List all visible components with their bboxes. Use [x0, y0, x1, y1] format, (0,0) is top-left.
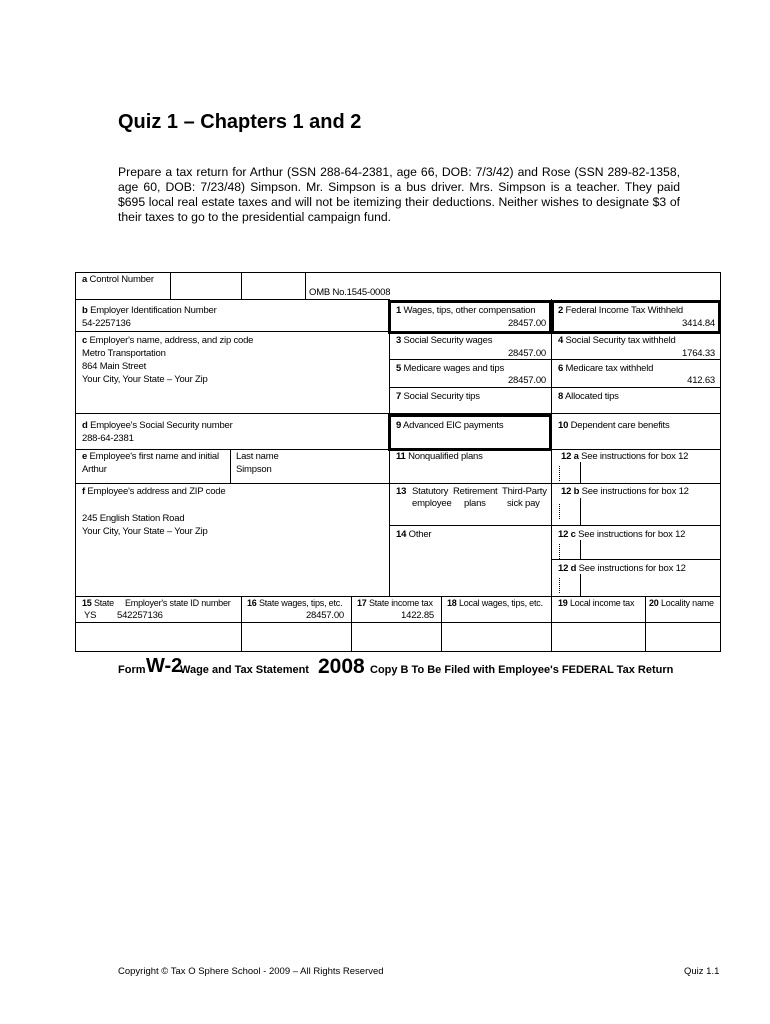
- box3-value: 28457.00: [507, 348, 546, 359]
- box5-value: 28457.00: [507, 375, 546, 386]
- box17-label: 17 State income tax: [357, 598, 433, 608]
- divider: [551, 299, 552, 652]
- divider: [580, 462, 581, 483]
- employee-ssn-value: 288-64-2381: [82, 433, 134, 444]
- form-year: 2008: [318, 655, 365, 678]
- divider: [75, 483, 389, 484]
- box3-label: 3 Social Security wages: [396, 335, 493, 346]
- box4-value: 1764.33: [682, 348, 715, 359]
- divider: [551, 525, 721, 526]
- employee-street: 245 English Station Road: [82, 513, 185, 524]
- box14-label: 14 Other: [396, 529, 432, 540]
- box12b-label: 12 b See instructions for box 12: [561, 486, 689, 497]
- box1-label: 1 Wages, tips, other compensation: [396, 305, 536, 316]
- employer-id-label: b Employer Identification Number: [82, 305, 217, 316]
- box12c-label: 12 c See instructions for box 12: [558, 529, 686, 540]
- employee-ssn-label: d Employee's Social Security number: [82, 420, 233, 431]
- box12d-label: 12 d See instructions for box 12: [558, 563, 686, 574]
- divider: [580, 540, 581, 559]
- page-label: Quiz 1.1: [684, 966, 720, 977]
- employer-name: Metro Transportation: [82, 348, 166, 359]
- box2-value: 3414.84: [682, 318, 715, 329]
- employer-name-label: c Employer's name, address, and zip code: [82, 335, 254, 346]
- box20-label: 20 Locality name: [649, 598, 714, 608]
- box5-label: 5 Medicare wages and tips: [396, 363, 505, 374]
- box15-state-id: 542257136: [117, 610, 163, 621]
- box2-label: 2 Federal Income Tax Withheld: [558, 305, 684, 316]
- employee-last-name-label: Last name: [236, 451, 279, 462]
- box13-employee: employee: [412, 498, 452, 509]
- box6-value: 412.63: [687, 375, 715, 386]
- divider: [230, 449, 231, 483]
- divider: [305, 272, 306, 299]
- divider: [551, 559, 721, 560]
- copy-b-label: Copy B To Be Filed with Employee's FEDERAL Tax Return: [370, 664, 674, 676]
- divider: [645, 596, 646, 652]
- wage-statement-label: Wage and Tax Statement: [180, 664, 309, 676]
- box15-state: YS: [84, 610, 97, 621]
- divider: [389, 525, 551, 526]
- dotted-separator: [559, 504, 562, 519]
- box18-label: 18 Local wages, tips, etc.: [447, 598, 543, 608]
- box17-value: 1422.85: [401, 610, 434, 621]
- divider: [580, 574, 581, 596]
- copyright-footer: Copyright © Tax O Sphere School - 2009 – All Rights Reserved: [118, 966, 384, 977]
- form-w2-title: W-2: [146, 655, 183, 677]
- box7-label: 7 Social Security tips: [396, 391, 480, 402]
- employee-first-name-label: e Employee's first name and initial: [82, 451, 219, 462]
- box10-label: 10 Dependent care benefits: [558, 420, 670, 431]
- w2-form: [75, 272, 721, 652]
- box13-retirement: Retirement: [453, 486, 498, 497]
- employee-last-name: Simpson: [236, 464, 272, 475]
- box13-sick-pay: sick pay: [507, 498, 540, 509]
- dotted-separator: [559, 544, 562, 559]
- box8-label: 8 Allocated tips: [558, 391, 619, 402]
- box15-id-label: Employer's state ID number: [125, 598, 231, 608]
- dotted-separator: [559, 578, 562, 593]
- box19-label: 19 Local income tax: [558, 598, 635, 608]
- employer-city: Your City, Your State – Your Zip: [82, 374, 208, 385]
- divider: [351, 596, 352, 652]
- employer-id-value: 54-2257136: [82, 318, 131, 329]
- form-border-left: [75, 272, 76, 652]
- divider: [75, 449, 389, 450]
- box13-statutory: Statutory: [412, 486, 449, 497]
- box12a-label: 12 a See instructions for box 12: [561, 451, 689, 462]
- employee-first-name: Arthur: [82, 464, 107, 475]
- divider: [241, 272, 242, 299]
- divider: [580, 498, 581, 525]
- form-border-bottom: [75, 651, 721, 652]
- box11-label: 11 Nonqualified plans: [396, 451, 483, 462]
- employee-city: Your City, Your State – Your Zip: [82, 526, 208, 537]
- divider: [441, 596, 442, 652]
- intro-paragraph: Prepare a tax return for Arthur (SSN 288-64-2381, age 66, DOB: 7/3/42) and Rose (SSN 289-82-1358, age 60, DOB: 7/23/48) Simpson. Mr. Simpson is a bus driver. Mrs. Simpson is a teacher. They paid $695 local real estate taxes and will not be itemizing their deductions. Neither wishes to designate $3 of their taxes to go to the presidential campaign fund.: [118, 165, 680, 224]
- dotted-separator: [559, 466, 562, 481]
- box15-label: 15 State: [82, 598, 114, 608]
- employee-address-label: f Employee's address and ZIP code: [82, 486, 226, 497]
- omb-number: OMB No.1545-0008: [309, 287, 391, 298]
- divider: [75, 413, 389, 414]
- box13-third-party: Third-Party: [502, 486, 547, 497]
- divider: [170, 272, 171, 299]
- divider: [389, 483, 721, 484]
- box16-value: 28457.00: [305, 610, 344, 621]
- box4-label: 4 Social Security tax withheld: [558, 335, 676, 346]
- box13-plans: plans: [464, 498, 486, 509]
- control-number-label: a Control Number: [82, 274, 154, 285]
- box6-label: 6 Medicare tax withheld: [558, 363, 654, 374]
- page-title: Quiz 1 – Chapters 1 and 2: [118, 111, 362, 133]
- form-border-top: [75, 272, 721, 273]
- divider: [241, 596, 242, 652]
- box13-label: 13: [396, 486, 407, 497]
- box1-value: 28457.00: [507, 318, 546, 329]
- employer-street: 864 Main Street: [82, 361, 147, 372]
- box16-label: 16 State wages, tips, etc.: [247, 598, 343, 608]
- divider: [75, 299, 305, 300]
- box9-label: 9 Advanced EIC payments: [396, 420, 504, 431]
- form-word: Form: [118, 664, 146, 676]
- divider: [75, 331, 389, 332]
